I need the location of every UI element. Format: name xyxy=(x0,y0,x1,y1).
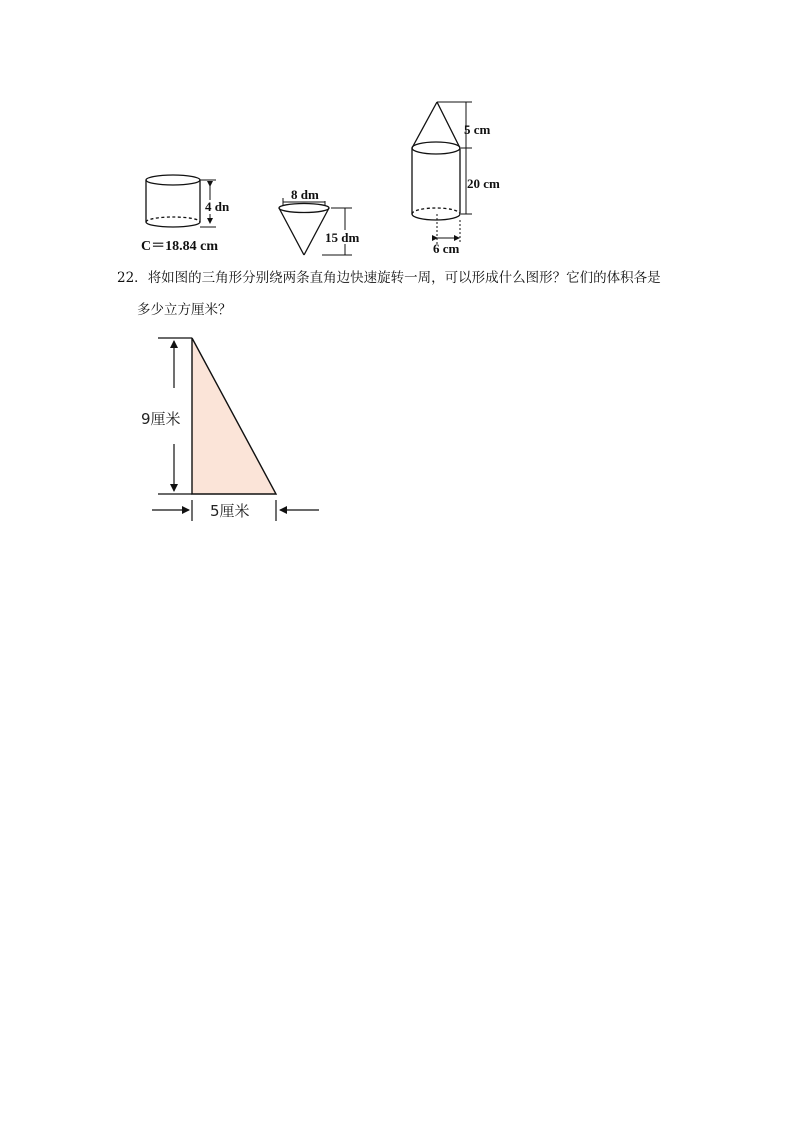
cylinder-height-label: 4 dn xyxy=(205,199,230,214)
question-22-line-2 xyxy=(137,300,232,320)
cylinder-circumference-label: C＝18.84 cm xyxy=(141,239,218,254)
composite-cylinder-height-label: 20 cm xyxy=(467,176,500,191)
right-triangle-figure xyxy=(152,338,319,521)
composite-cone-height-label: 5 cm xyxy=(464,122,491,137)
right-triangle xyxy=(192,338,276,494)
question-number: 22． xyxy=(117,270,148,286)
cone-diameter-label: 8 dm xyxy=(291,187,319,202)
cone-figure xyxy=(279,198,352,255)
triangle-horizontal-label: 5厘米 xyxy=(210,502,250,520)
triangle-vertical-label: 9厘米 xyxy=(141,410,181,428)
cone-height-label: 15 dm xyxy=(325,230,360,245)
question-text-1: 将如图的三角形分别绕两条直角边快速旋转一周，可以形成什么图形？它们的体积各是 xyxy=(147,270,661,286)
question-22-line-1 xyxy=(117,268,661,288)
composite-figure xyxy=(412,102,472,244)
composite-radius-label: 6 cm xyxy=(433,241,460,256)
question-text-2: 多少立方厘米？ xyxy=(137,302,232,318)
